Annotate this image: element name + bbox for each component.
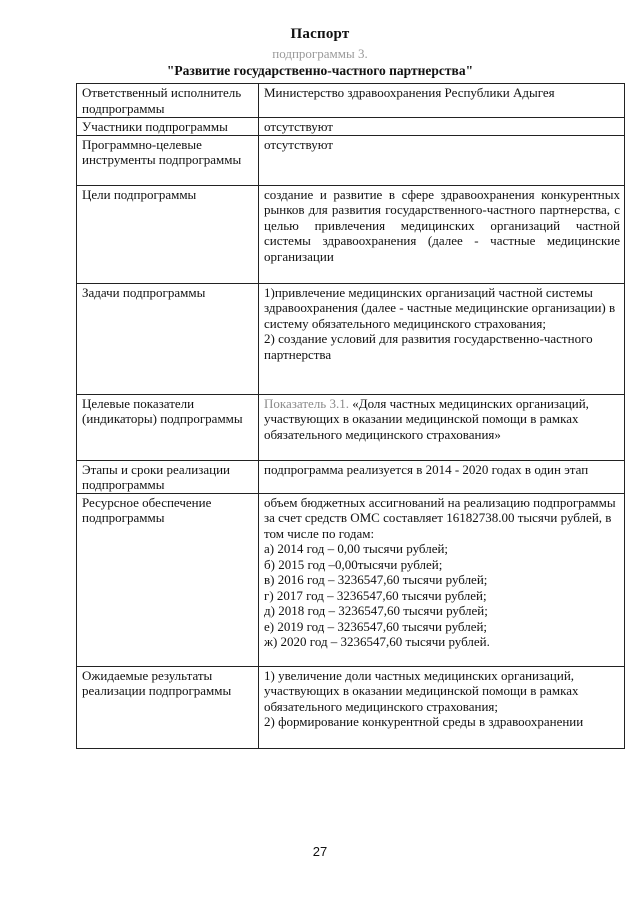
value-line: 2) создание условий для развития государственно-частного партнерства [264, 331, 593, 362]
table-row-indicators [77, 394, 625, 460]
document-title: Паспорт [290, 26, 350, 42]
row-label: Цели подпрограммы [77, 185, 259, 283]
value-line: е) 2019 год – 3236547,60 тысячи рублей; [264, 618, 488, 634]
row-label: Целевые показатели (индикаторы) подпрограммы [77, 394, 259, 460]
table-row-tasks [77, 283, 625, 394]
table-row-participants [77, 118, 625, 136]
value-line: 2) формирование конкурентной среды в здравоохранении [264, 714, 584, 729]
indicator-number: Показатель 3.1. [264, 395, 349, 411]
table-row-responsible [77, 84, 625, 118]
table-row-stages [77, 460, 625, 493]
value-line: б) 2015 год –0,00тысячи рублей; [264, 556, 443, 572]
passport-table [76, 83, 625, 749]
row-value: Министерство здравоохранения Республики Адыгея [259, 84, 625, 118]
row-label: Участники подпрограммы [77, 118, 259, 136]
value-line: ж) 2020 год – 3236547,60 тысячи рублей. [264, 634, 490, 649]
row-value [259, 283, 625, 394]
table-row-expected-results [77, 666, 625, 748]
value-line: 1) увеличение доли частных медицинских организаций, участвующих в оказании медицинской помощи в рамках обязательного медицинского страхования; [264, 667, 579, 714]
table-row-resources [77, 493, 625, 666]
row-value [259, 493, 625, 666]
value-line: д) 2018 год – 3236547,60 тысячи рублей; [264, 603, 488, 618]
row-value [259, 394, 625, 460]
row-value: подпрограмма реализуется в 2014 - 2020 годах в один этап [259, 460, 625, 493]
row-label: Ресурсное обеспечение подпрограммы [77, 493, 259, 666]
value-line: в) 2016 год – 3236547,60 тысячи рублей; [264, 572, 488, 587]
row-label: Ответственный исполнитель подпрограммы [77, 84, 259, 118]
row-value [259, 666, 625, 748]
row-label: Задачи подпрограммы [77, 283, 259, 394]
row-value: отсутствуют [259, 118, 625, 136]
row-value: отсутствуют [259, 135, 625, 185]
row-label: Этапы и сроки реализации подпрограммы [77, 460, 259, 493]
value-line: 1)привлечение медицинских организаций частной системы здравоохранения (далее - частные медицинские организации) в систему обязательного медицинского страхования; [264, 284, 616, 331]
table-row-goals [77, 185, 625, 283]
value-line: объем бюджетных ассигнований на реализацию подпрограммы за счет средств ОМС составляет 16182738.00 тысячи рублей, в том числе по годам: [264, 494, 616, 541]
table-row-instruments [77, 135, 625, 185]
row-label: Программно-целевые инструменты подпрограммы [77, 135, 259, 185]
value-line: г) 2017 год – 3236547,60 тысячи рублей; [264, 587, 487, 603]
page-number: 27 [312, 844, 328, 859]
row-value: создание и развитие в сфере здравоохранения конкурентных рынков для развития государственного-частного партнерства, с целью привлечения медицинских организаций частной системы здравоохранения (далее - частные медицинские организации [259, 185, 625, 283]
row-label: Ожидаемые результаты реализации подпрограммы [77, 666, 259, 748]
document-subtitle: подпрограммы 3. [272, 46, 368, 61]
indicator-text: «Доля частных медицинских организаций, участвующих в оказании медицинской помощи в рамках обязательного медицинского страхования» [264, 395, 589, 442]
program-name: "Развитие государственно-частного партнерства" [166, 63, 474, 78]
value-line: а) 2014 год – 0,00 тысячи рублей; [264, 541, 449, 556]
